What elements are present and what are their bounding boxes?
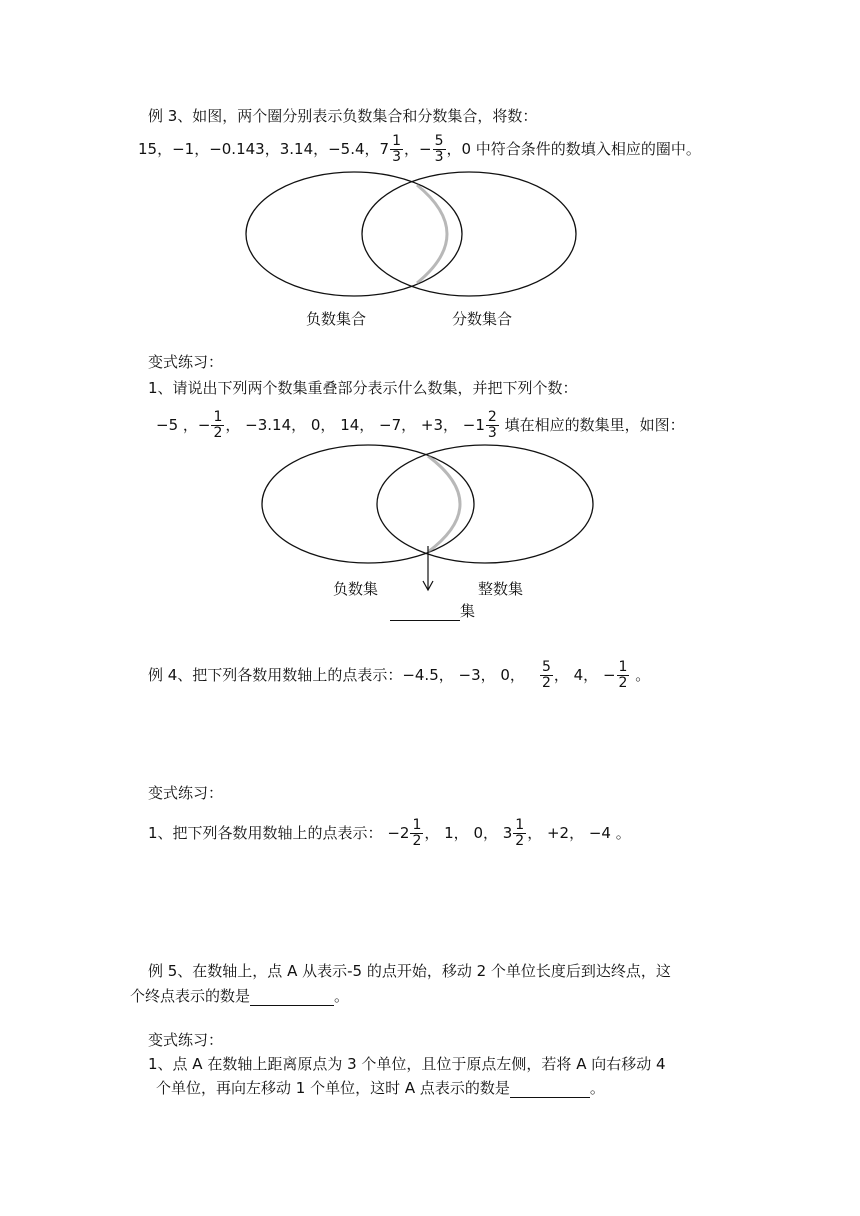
ex5-line2-text: 个终点表示的数是 (130, 987, 251, 1005)
ex3-fraction-2: $\frac{5}{3}$ (434, 133, 444, 165)
var1-right-label: 整数集 (478, 580, 524, 598)
ex5-line1: 例 5、在数轴上，点 A 从表示-5 的点开始，移动 2 个单位长度后到达终点，这 (148, 962, 671, 980)
ex3-right-label: 分数集合 (452, 310, 513, 328)
ex4-fraction-1: $\frac{5}{2}$ (541, 659, 551, 691)
var1-nums-b: ， −3.14， 0， 14， −7， +3， −1 (225, 416, 485, 434)
var1-nums-c: 填在相应的数集里，如图： (499, 416, 685, 434)
integer-set-circle (377, 445, 593, 563)
var1-heading: 变式练习： (148, 353, 224, 371)
var3-line2-end: 。 (589, 1079, 605, 1097)
ex4-c: 。 (630, 666, 651, 684)
ex4-a: 例 4、把下列各数用数轴上的点表示：−4.5， −3， 0， (148, 666, 525, 684)
ex3-nums-a: 15，−1，−0.143，3.14，−5.4，7 (138, 140, 390, 158)
var1-question: 1、请说出下列两个数集重叠部分表示什么数集，并把下列个数： (148, 379, 578, 397)
ex4-b: ， 4， − (553, 666, 616, 684)
var2-b: ， 1， 0， 3 (424, 824, 513, 842)
var1-nums-a: −5 ，− (156, 416, 211, 434)
ex3-numbers (138, 134, 701, 165)
var1-fraction-2: $\frac{2}{3}$ (487, 409, 497, 441)
var1-venn-diagram (260, 440, 595, 595)
var3-heading: 变式练习： (148, 1031, 224, 1049)
var1-fraction-1: $\frac{1}{2}$ (213, 409, 223, 441)
ex3-venn-diagram (245, 170, 580, 300)
var2-heading: 变式练习： (148, 784, 224, 802)
var1-blank-line (390, 601, 475, 621)
var2-c: ， +2， −4 。 (527, 824, 631, 842)
fraction-set-circle (362, 172, 576, 296)
var1-left-label: 负数集 (333, 580, 379, 598)
ex3-left-label: 负数集合 (306, 310, 367, 328)
var2-a: 1、把下列各数用数轴上的点表示： −2 (148, 824, 410, 842)
var3-line1: 1、点 A 在数轴上距离原点为 3 个单位，且位于原点左侧，若将 A 向右移动 4 (148, 1055, 666, 1073)
var2-fraction-1: $\frac{1}{2}$ (412, 817, 422, 849)
var3-answer-blank[interactable] (510, 1081, 590, 1098)
ex5-line2-end: 。 (334, 987, 350, 1005)
ex3-title: 例 3、如图，两个圈分别表示负数集合和分数集合，将数： (148, 107, 538, 125)
var3-line2 (156, 1078, 605, 1098)
ex4-line (148, 660, 650, 691)
ex3-fraction-1: $\frac{1}{3}$ (392, 133, 401, 165)
ex5-answer-blank[interactable] (250, 989, 334, 1006)
answer-blank[interactable] (390, 604, 460, 621)
ex3-sep: ，− (404, 140, 432, 158)
var2-line (148, 818, 631, 849)
negative-set-circle (262, 445, 474, 563)
var1-numbers (156, 410, 685, 441)
negative-set-circle (246, 172, 462, 296)
ex4-fraction-2: $\frac{1}{2}$ (618, 659, 628, 691)
blank-suffix: 集 (460, 602, 476, 620)
ex3-nums-b: ，0 中符合条件的数填入相应的圈中。 (446, 140, 701, 158)
var3-line2-text: 个单位，再向左移动 1 个单位，这时 A 点表示的数是 (156, 1079, 510, 1097)
var2-fraction-2: $\frac{1}{2}$ (515, 817, 525, 849)
ex5-line2 (130, 986, 349, 1006)
